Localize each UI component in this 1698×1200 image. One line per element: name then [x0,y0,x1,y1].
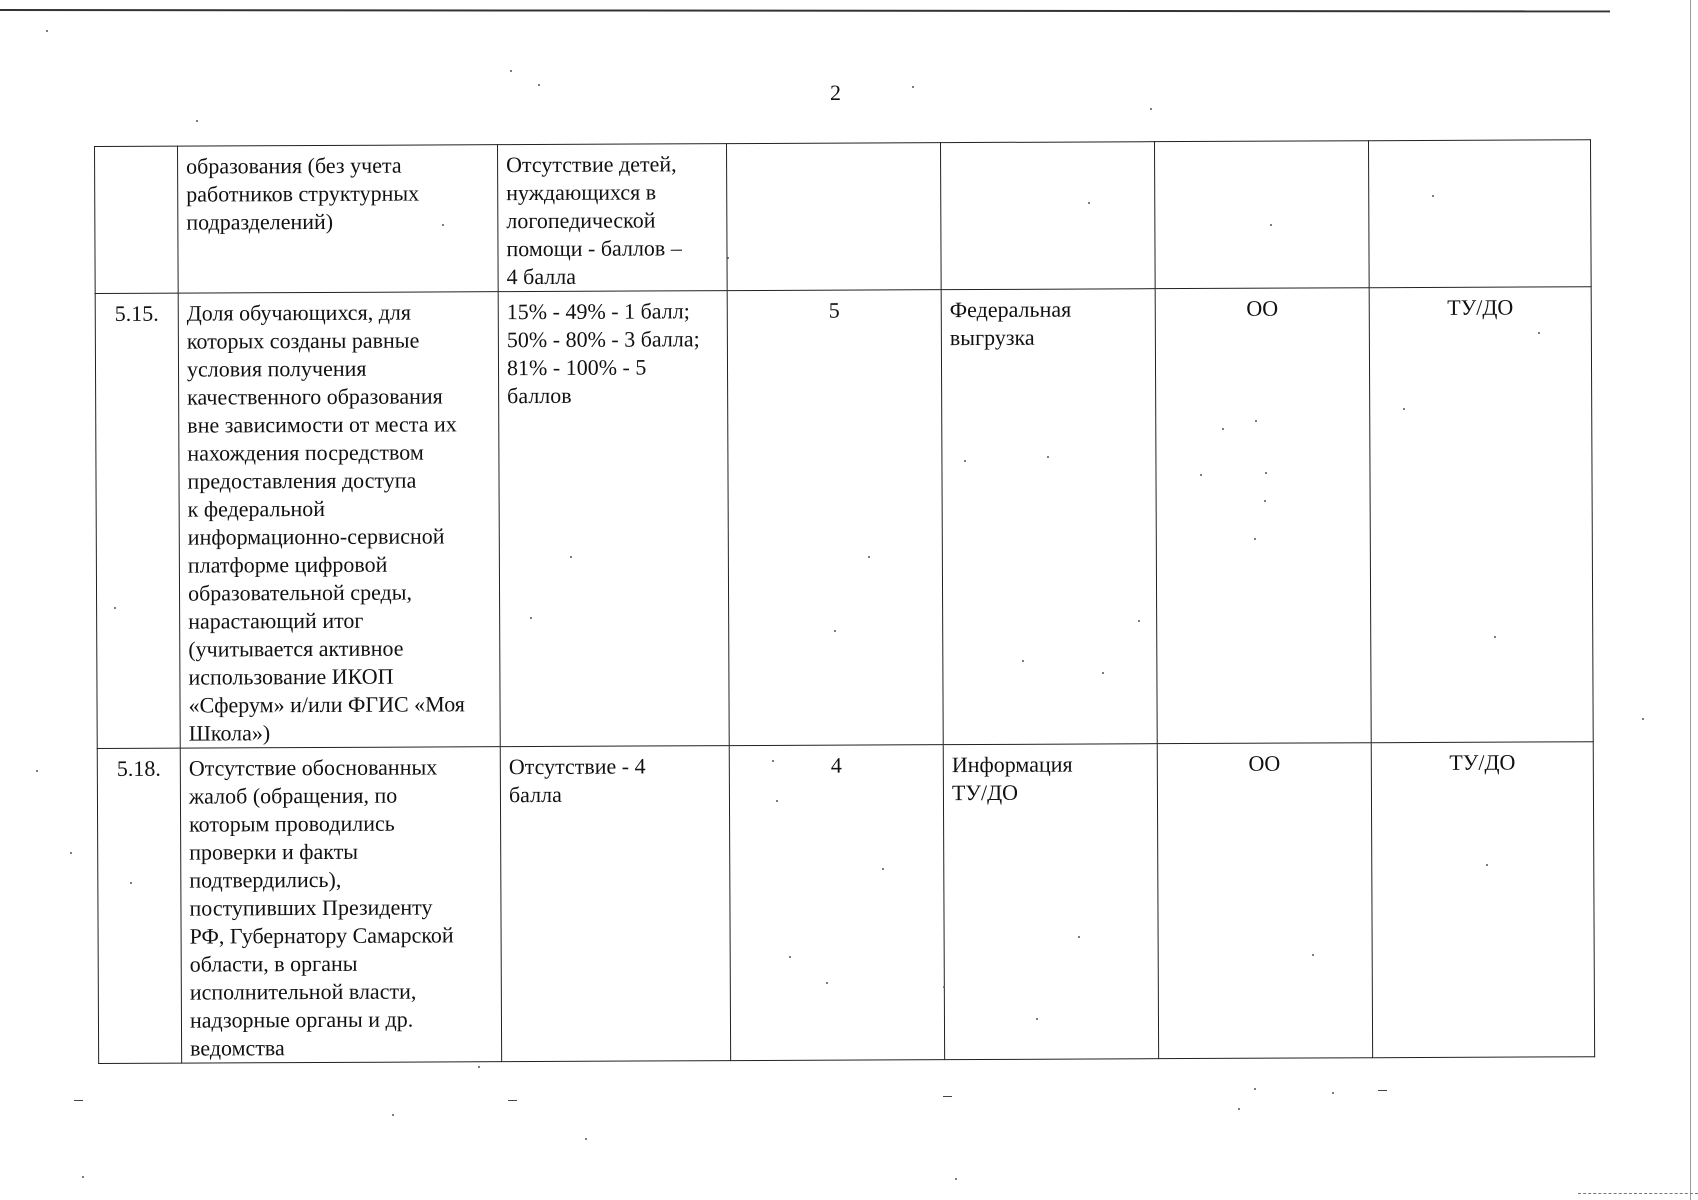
scan-speck [776,800,778,802]
scan-speck [1255,420,1257,422]
scan-speck [1238,1108,1240,1110]
scan-speck [1254,1088,1256,1090]
scan-speck [1047,456,1049,458]
row-number-cell [97,748,181,1063]
table-row [97,742,1594,1064]
scan-speck [1642,718,1644,720]
scan-speck [1200,474,1202,476]
responsible-cell [1368,140,1591,288]
scan-speck [1270,224,1272,226]
criteria-cell [498,291,729,747]
scan-speck [36,770,38,772]
scan-speck [1022,660,1024,662]
source-text: Федеральная выгрузка [949,296,1072,351]
indicator-text: Доля обучающихся, для которых созданы равные условия получения качественного образования вне зависимости от места их нахождения посредством предоставления доступа к федеральной информационно-сервисной платформе цифровой образовательной среды, нарастающий итог (учитывается активное использование ИКОП «Сферум» и/или ФГИС «Моя Школа») [186,299,465,746]
scan-speck [1102,672,1104,674]
criteria-cell [497,144,727,292]
scan-speck [834,630,836,632]
scan-speck [1494,636,1496,638]
scan-dash [508,1100,517,1101]
scan-speck [868,556,870,558]
points-cell [727,290,943,746]
scan-speck [882,868,884,870]
points-value: 5 [828,297,840,323]
scan-speck [1138,620,1140,622]
responsible-text: ТУ/ДО [1447,294,1514,320]
scan-speck [727,257,729,259]
row-number-cell [95,146,179,293]
scan-speck [1036,1018,1038,1020]
scan-speck [585,1138,587,1140]
scan-speck [1150,108,1152,110]
scan-speck [196,120,198,122]
scan-speck [1254,538,1256,540]
scan-speck [1088,202,1090,204]
indicator-cell [178,292,500,748]
level-cell [1155,288,1371,744]
source-cell [941,289,1157,745]
responsible-cell [1369,287,1593,743]
scan-dash [943,1096,952,1097]
table-row [95,287,1593,749]
criteria-table-wrapper [94,139,1595,1064]
scan-speck [1312,954,1314,956]
responsible-text: ТУ/ДО [1449,749,1516,775]
indicator-cell [180,747,501,1063]
criteria-cell [500,746,730,1062]
right-edge-rule [1690,0,1691,1200]
scan-speck [912,86,914,88]
criteria-text: Отсутствие - 4 балла [508,753,646,808]
scan-speck [114,607,116,609]
scan-speck [510,70,512,72]
scan-speck [82,1176,84,1178]
level-text: ОО [1246,295,1279,321]
points-cell [729,745,944,1061]
scan-speck [1222,428,1224,430]
scan-speck [1264,500,1266,502]
points-cell [726,143,941,291]
scan-speck [1432,195,1434,197]
level-cell [1157,743,1372,1059]
criteria-text: Отсутствие детей, нуждающихся в логопедической помощи - баллов – 4 балла [506,151,682,290]
level-text: ОО [1248,750,1281,776]
scan-speck [1486,864,1488,866]
indicator-text: Отсутствие обоснованных жалоб (обращения, по которым проводились проверки и факты подтвердились), поступивших Президенту РФ, Губернатору Самарской области, в органы исполнительной власти, надзорные органы и др. ведомства [188,754,454,1061]
criteria-text: 15% - 49% - 1 балл; 50% - 80% - 3 балла; 81% - 100% - 5 баллов [506,298,700,409]
scan-dash [1378,1090,1387,1091]
source-cell [940,142,1155,290]
scan-speck [442,224,444,226]
row-number: 5.18. [116,755,161,781]
scan-speck [826,982,828,984]
scan-speck [570,556,572,558]
scan-speck [1538,332,1540,334]
responsible-cell [1371,742,1594,1058]
scan-edge-artifact [1578,1193,1698,1200]
indicator-cell [178,145,499,293]
scan-speck [1332,1092,1334,1094]
scan-speck [530,617,532,619]
top-rule [0,9,1610,12]
scan-speck [70,852,72,854]
scan-speck [130,882,132,884]
scan-speck [1265,472,1267,474]
scan-speck [964,460,966,462]
table-row [95,140,1592,294]
scan-speck [955,1178,957,1180]
scan-dash [74,1100,83,1101]
points-value: 4 [830,752,842,778]
criteria-table [94,139,1595,1064]
scan-speck [772,760,774,762]
row-number-cell [95,293,180,748]
scan-speck [538,84,540,86]
level-cell [1154,141,1369,289]
scan-speck [1078,936,1080,938]
scan-speck [943,986,945,988]
source-text: Информация ТУ/ДО [951,751,1073,806]
scan-speck [478,1066,480,1068]
indicator-text: образования (без учета работников структурных подразделений) [186,152,420,235]
source-cell [943,744,1158,1060]
scan-speck [1403,408,1405,410]
scan-speck [392,1114,394,1116]
page-number: 2 [830,80,841,105]
row-number: 5.15. [114,300,159,326]
scan-speck [46,30,48,32]
scan-speck [789,956,791,958]
